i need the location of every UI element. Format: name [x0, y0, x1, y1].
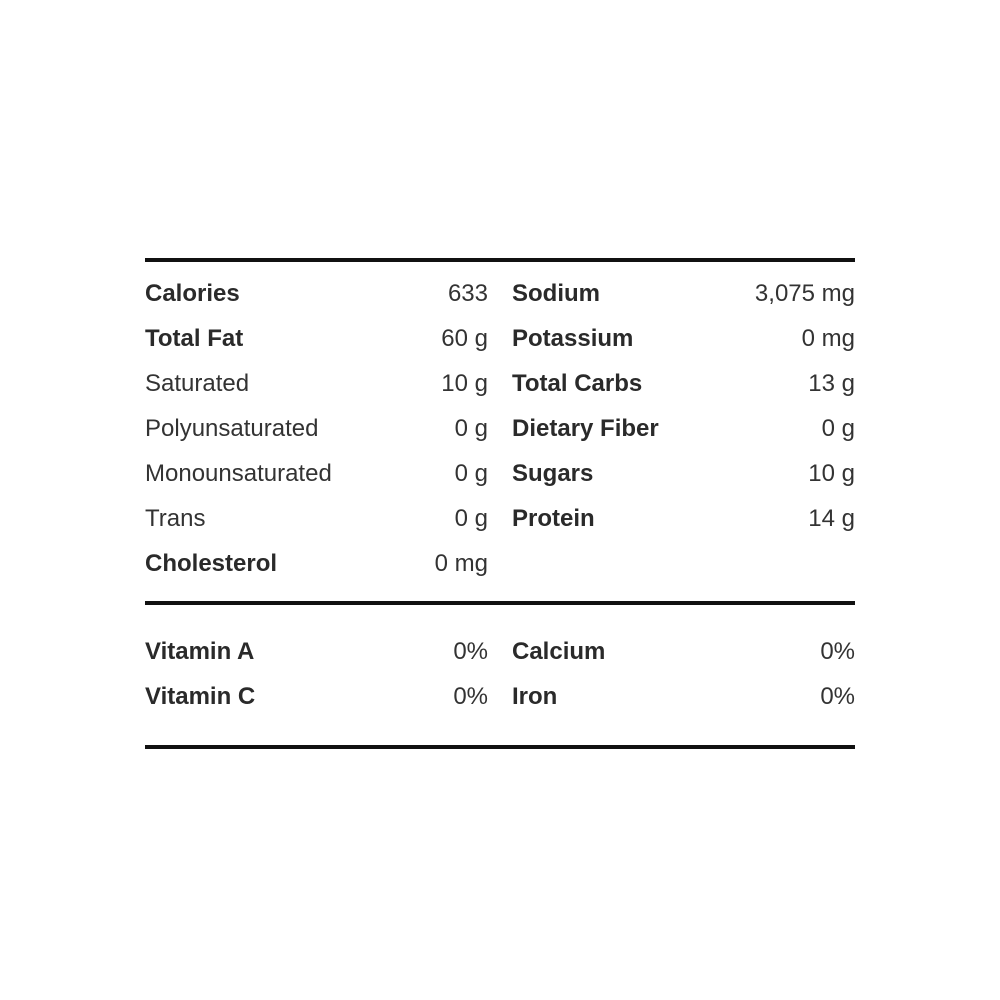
nutrient-label: Sugars — [512, 459, 594, 487]
vitamin-row-calcium — [512, 629, 855, 674]
nutrient-value: 10 g — [808, 459, 855, 487]
nutrient-label: Saturated — [145, 369, 250, 397]
nutrient-row-dietary-fiber — [512, 406, 855, 451]
vitamin-value: 0% — [820, 637, 855, 665]
vitamin-value: 0% — [453, 682, 488, 710]
nutrition-facts-panel — [145, 258, 855, 749]
vitamin-label: Vitamin C — [145, 682, 256, 710]
vitamin-label: Calcium — [512, 637, 606, 665]
nutrient-value: 0 g — [454, 459, 488, 487]
nutrient-value: 14 g — [808, 504, 855, 532]
vitamin-row-vitamin-c — [145, 674, 488, 719]
vitamins-section — [145, 605, 855, 745]
nutrient-row-protein — [512, 496, 855, 541]
vitamin-label: Vitamin A — [145, 637, 255, 665]
nutrient-value: 0 g — [821, 414, 855, 442]
nutrient-row-cholesterol — [145, 541, 488, 586]
nutrient-label: Monounsaturated — [145, 459, 332, 487]
vitamin-label: Iron — [512, 682, 558, 710]
nutrient-row-polyunsaturated — [145, 406, 488, 451]
nutrient-label: Calories — [145, 279, 240, 307]
nutrient-value: 0 g — [454, 504, 488, 532]
nutrients-right-column — [512, 271, 855, 586]
nutrient-value: 3,075 mg — [754, 279, 855, 307]
nutrient-row-total-carbs — [512, 361, 855, 406]
nutrient-row-saturated — [145, 361, 488, 406]
nutrient-value: 13 g — [808, 369, 855, 397]
nutrient-value: 0 mg — [434, 549, 488, 577]
nutrient-value: 633 — [447, 279, 488, 307]
nutrient-label: Dietary Fiber — [512, 414, 659, 442]
nutrient-label: Trans — [145, 504, 206, 532]
nutrient-row-sodium — [512, 271, 855, 316]
nutrient-label: Potassium — [512, 324, 634, 352]
nutrient-row-calories — [145, 271, 488, 316]
vitamins-left-column — [145, 629, 488, 719]
nutrient-label: Total Carbs — [512, 369, 643, 397]
nutrient-row-total-fat — [145, 316, 488, 361]
nutrient-label: Cholesterol — [145, 549, 278, 577]
nutrient-row-monounsaturated — [145, 451, 488, 496]
vitamin-value: 0% — [820, 682, 855, 710]
nutrient-row-potassium — [512, 316, 855, 361]
nutrient-label: Protein — [512, 504, 595, 532]
nutrient-value: 0 mg — [801, 324, 855, 352]
nutrient-label: Total Fat — [145, 324, 244, 352]
nutrient-row-trans — [145, 496, 488, 541]
nutrient-row-sugars — [512, 451, 855, 496]
vitamin-value: 0% — [453, 637, 488, 665]
nutrient-value: 60 g — [441, 324, 488, 352]
vitamin-row-vitamin-a — [145, 629, 488, 674]
nutrients-left-column — [145, 271, 488, 586]
vitamin-row-iron — [512, 674, 855, 719]
vitamins-right-column — [512, 629, 855, 719]
nutrient-value: 0 g — [454, 414, 488, 442]
nutrient-label: Polyunsaturated — [145, 414, 319, 442]
nutrients-section — [145, 262, 855, 601]
bottom-divider — [145, 745, 855, 749]
nutrient-label: Sodium — [512, 279, 600, 307]
nutrient-value: 10 g — [441, 369, 488, 397]
